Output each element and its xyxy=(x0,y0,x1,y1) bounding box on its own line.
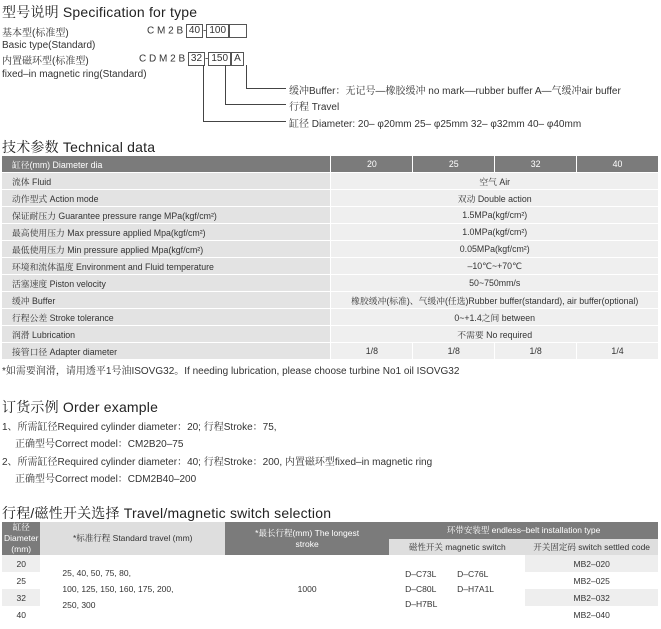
travel-head-switch: 磁性开关 magnetic switch xyxy=(389,539,525,556)
tech-adapter-value: 1/8 xyxy=(413,343,495,360)
tech-row-value: 50~750mm/s xyxy=(331,275,658,292)
tech-row-label: 保证耐压力 Guarantee pressure range MPa(kgf/cm²) xyxy=(2,207,331,224)
tech-header-col: 40 xyxy=(577,156,658,173)
ring-type-en: fixed–in magnetic ring(Standard) xyxy=(2,69,147,80)
tech-row xyxy=(2,207,658,224)
tech-row-value: 0~+1.4之间 between xyxy=(331,309,658,326)
connector-buffer-v xyxy=(246,65,247,89)
tech-row-value: 1.0MPa(kgf/cm²) xyxy=(331,224,658,241)
travel-head-max: *最长行程(mm) The longest stroke xyxy=(225,522,389,555)
tech-table xyxy=(2,156,658,360)
tech-adapter-row xyxy=(2,343,658,360)
travel-standard-line: 25, 40, 50, 75, 80, xyxy=(62,568,131,578)
tech-row xyxy=(2,173,658,190)
basic-bore-box: 40 xyxy=(186,24,203,38)
tech-row xyxy=(2,190,658,207)
tech-row-value: 1.5MPa(kgf/cm²) xyxy=(331,207,658,224)
tech-row-label: 流体 Fluid xyxy=(2,173,331,190)
tech-row-label: 活塞速度 Piston velocity xyxy=(2,275,331,292)
travel-switch-cell xyxy=(389,555,525,623)
tech-row-label: 最低使用压力 Min pressure applied Mpa(kgf/cm²) xyxy=(2,241,331,258)
travel-title: 行程/磁性开关选择 Travel/magnetic switch selection xyxy=(2,505,332,521)
switch-code: MB2–025 xyxy=(525,572,658,589)
basic-stroke-box: 100 xyxy=(206,24,229,38)
tech-row xyxy=(2,292,658,309)
basic-type-label: 基本型(标准型) xyxy=(2,28,69,39)
tech-header-row xyxy=(2,156,658,173)
tech-row xyxy=(2,309,658,326)
tech-header-col: 20 xyxy=(331,156,413,173)
ring-buffer-box: A xyxy=(231,52,244,66)
tech-row-value: 橡胶缓冲(标准)、气缓冲(任选)Rubber buffer(standard), air buffer(optional) xyxy=(331,292,658,309)
tech-row-value: –10℃~+70℃ xyxy=(331,258,658,275)
connector-buffer-h xyxy=(246,88,286,89)
legend-buffer: 缓冲Buffer：无记号—橡胶缓冲 no mark––rubber buffer A—气缓冲air buffer xyxy=(289,86,621,97)
switch-code: MB2–040 xyxy=(525,606,658,623)
travel-bore: 20 xyxy=(2,555,40,572)
tech-row xyxy=(2,258,658,275)
switch-code: MB2–020 xyxy=(525,555,658,572)
ring-dash: - xyxy=(205,53,209,65)
ring-stroke-box: 150 xyxy=(208,52,231,66)
connector-dia-v xyxy=(203,65,204,122)
connector-travel-v xyxy=(225,65,226,105)
tech-row-label: 缓冲 Buffer xyxy=(2,292,331,309)
ring-bore-box: 32 xyxy=(188,52,205,66)
travel-standard-line: 100, 125, 150, 160, 175, 200, xyxy=(62,584,174,594)
tech-row-label: 环境和流体温度 Environment and Fluid temperature xyxy=(2,258,331,275)
travel-standard-cell xyxy=(40,555,225,623)
tech-adapter-label: 接管口径 Adapter diameter xyxy=(2,343,331,360)
ring-type-label: 内置磁环型(标准型) xyxy=(2,56,89,67)
travel-table xyxy=(2,522,658,623)
tech-header-label: 缸径(mm) Diameter dia xyxy=(2,156,331,173)
tech-row-label: 行程公差 Stroke tolerance xyxy=(2,309,331,326)
tech-title: 技术参数 Technical data xyxy=(2,139,156,155)
tech-header-col: 25 xyxy=(413,156,495,173)
tech-row xyxy=(2,275,658,292)
tech-row-value: 双动 Double action xyxy=(331,190,658,207)
tech-row xyxy=(2,241,658,258)
legend-travel: 行程 Travel xyxy=(289,102,340,113)
basic-model-prefix: C M 2 B xyxy=(147,25,184,37)
travel-head-code: 开关固定码 switch settled code xyxy=(525,539,658,556)
tech-adapter-value: 1/8 xyxy=(331,343,413,360)
order-example-2-model: 正确型号Correct model：CDM2B40–200 xyxy=(15,474,197,485)
spec-title: 型号说明 Specification for type xyxy=(2,4,198,20)
tech-row-value: 空气 Air xyxy=(331,173,658,190)
switch-model: D–H7A1L xyxy=(457,583,495,594)
travel-head-bore: 缸径 Diameter (mm) xyxy=(3,522,39,554)
order-title: 订货示例 Order example xyxy=(2,399,159,415)
basic-model-code xyxy=(147,24,247,38)
basic-type-en: Basic type(Standard) xyxy=(2,40,96,51)
switch-model: D–C80L xyxy=(405,583,437,594)
switch-model: D–C73L xyxy=(405,568,437,579)
tech-row xyxy=(2,224,658,241)
order-example-1-model: 正确型号Correct model：CM2B20–75 xyxy=(15,439,184,450)
tech-row-value: 0.05MPa(kgf/cm²) xyxy=(331,241,658,258)
travel-max-cell: 1000 xyxy=(225,555,389,623)
basic-dash: - xyxy=(203,25,207,37)
legend-diameter: 缸径 Diameter: 20– φ20mm 25– φ25mm 32– φ32mm 40– φ40mm xyxy=(289,119,582,130)
switch-model: D–C76L xyxy=(457,568,489,579)
ring-model-prefix: C D M 2 B xyxy=(139,53,186,65)
connector-travel-h xyxy=(225,104,286,105)
travel-bore: 40 xyxy=(2,606,40,623)
tech-header-col: 32 xyxy=(495,156,577,173)
travel-bore: 32 xyxy=(2,589,40,606)
tech-row-label: 动作型式 Action mode xyxy=(2,190,331,207)
travel-head-standard: *标准行程 Standard travel (mm) xyxy=(40,522,225,555)
travel-bore: 25 xyxy=(2,572,40,589)
switch-code: MB2–032 xyxy=(525,589,658,606)
tech-adapter-value: 1/4 xyxy=(577,343,658,360)
tech-row-value: 不需要 No required xyxy=(331,326,658,343)
switch-model: D–H7BL xyxy=(405,598,438,609)
connector-dia-h xyxy=(203,121,286,122)
lubrication-note: *如需要润滑，请用透平1号油ISOVG32。If needing lubrication, please choose turbine No1 oil ISOVG32 xyxy=(2,366,460,377)
order-example-2: 2、所需缸径Required cylinder diameter：40; 行程Stroke：200, 内置磁环型fixed–in magnetic ring xyxy=(2,457,433,468)
order-example-1: 1、所需缸径Required cylinder diameter：20; 行程Stroke：75, xyxy=(2,422,277,433)
basic-empty-box xyxy=(229,24,247,38)
tech-row-label: 润滑 Lubrication xyxy=(2,326,331,343)
travel-head-install: 环带安装型 endless–belt installation type xyxy=(389,522,658,539)
travel-standard-line: 250, 300 xyxy=(62,600,96,610)
tech-adapter-value: 1/8 xyxy=(495,343,577,360)
ring-model-code xyxy=(139,52,244,66)
tech-row-label: 最高使用压力 Max pressure applied Mpa(kgf/cm²) xyxy=(2,224,331,241)
tech-row xyxy=(2,326,658,343)
